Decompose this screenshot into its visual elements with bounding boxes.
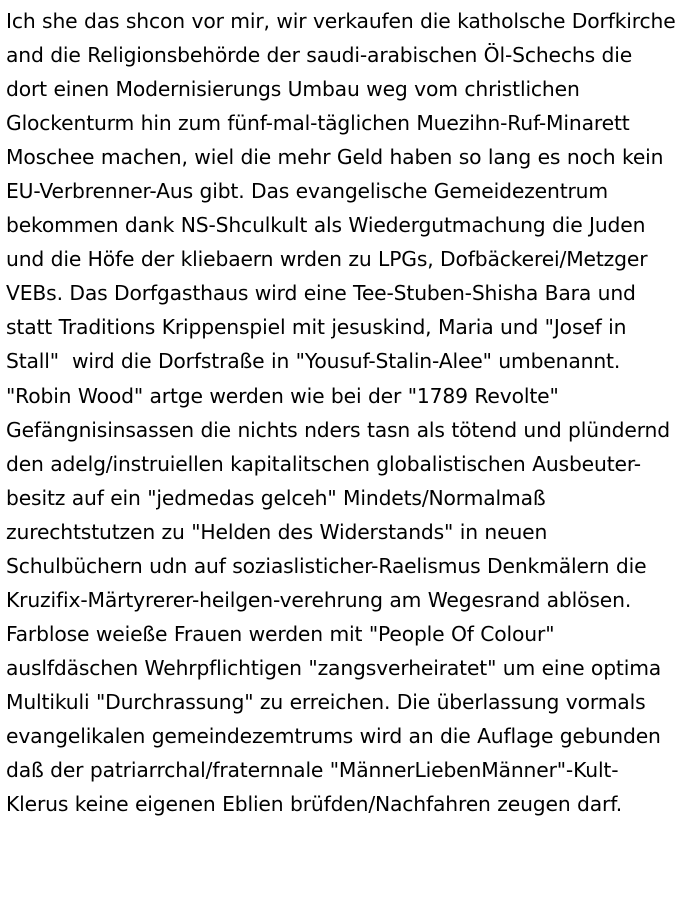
document-body-paragraph: Ich she das shcon vor mir, wir verkaufen die katholsche Dorfkirche and die Religionsbehörde der saudi-arabischen Öl-Schechs die dort einen Modernisierungs Umbau weg vom christlichen Glockenturm hin zum fünf-mal-täglichen Muezihn-Ruf-Minarett Moschee machen, wiel die mehr Geld haben so lang es noch kein EU-Verbrenner-Aus gibt. Das evangelische Gemeidezentrum bekommen dank NS-Shculkult als Wiedergutmachung die Juden und die Höfe der kliebaern wrden zu LPGs, Dofbäckerei/Metzger VEBs. Das Dorfgasthaus wird eine Tee-Stuben-Shisha Bara und statt Traditions Krippenspiel mit jesuskind, Maria und "Josef in Stall" wird die Dorfstraße in "Yousuf-Stalin-Alee" umbenannt. "Robin Wood" artge werden wie bei der "1789 Revolte" Gefängnisinsassen die nichts nders tasn als tötend und plündernd den adelg/instruiellen kapitalitschen globalistischen Ausbeuter-besitz auf ein "jedmedas gelceh" Mindets/Normalmaß zurechtstutzen zu "Helden des Widerstands" in neuen Schulbüchern udn auf soziaslisticher-Raelismus Denkmälern die Kruzifix-Märtyrerer-heilgen-verehrung am Wegesrand ablösen. Farblose weieße Frauen werden mit "People Of Colour" auslfdäschen Wehrpflichtigen "zangsverheiratet" um eine optima Multikuli "Durchrassung" zu erreichen. Die überlassung vormals evangelikalen gemeindezemtrums wird an die Auflage gebunden daß der patriarrchal/fraternnale "MännerLiebenMänner"-Kult-Klerus keine eigenen Eblien brüfden/Nachfahren zeugen darf.: [6, 9, 683, 817]
